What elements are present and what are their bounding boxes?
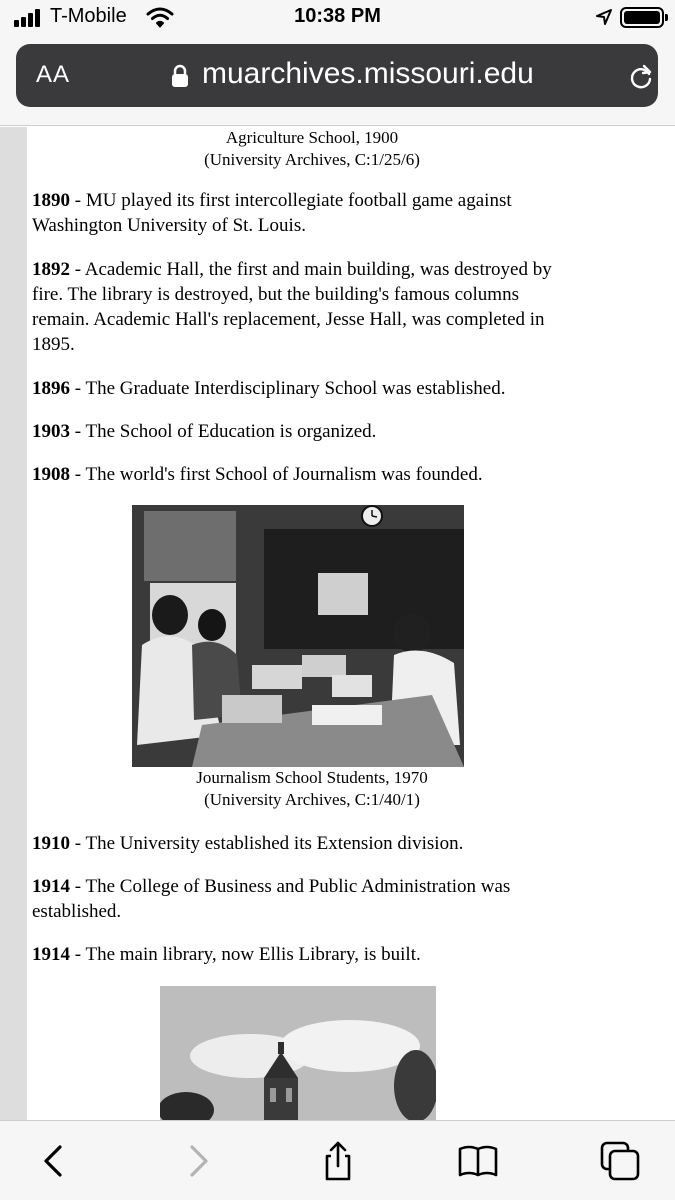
back-icon[interactable] bbox=[32, 1139, 76, 1183]
share-icon[interactable] bbox=[316, 1139, 360, 1183]
timeline-entry-1908 bbox=[32, 462, 652, 487]
caption-title: Journalism School Students, 1970 bbox=[196, 768, 428, 787]
timeline-entry-1896 bbox=[32, 376, 652, 401]
left-gutter bbox=[0, 127, 27, 1120]
entry-year: 1890 bbox=[32, 190, 70, 211]
journalism-photo-caption bbox=[32, 767, 592, 811]
timeline-entry-1892 bbox=[32, 257, 572, 357]
entry-year: 1903 bbox=[32, 421, 70, 442]
entry-year: 1914 bbox=[32, 944, 70, 965]
browser-top-bar bbox=[0, 0, 675, 126]
journalism-students-photo bbox=[132, 505, 464, 767]
caption-title: Agriculture School, 1900 bbox=[225, 128, 399, 147]
timeline-entry-1914-library bbox=[32, 942, 652, 967]
entry-text: - MU played its first intercollegiate football game against Washington University of St. Louis. bbox=[32, 190, 512, 236]
entry-text: - The main library, now Ellis Library, is built. bbox=[70, 944, 421, 965]
bookmarks-icon[interactable] bbox=[456, 1139, 500, 1183]
status-bar bbox=[0, 0, 675, 40]
lock-icon bbox=[170, 64, 190, 88]
agriculture-photo-caption bbox=[32, 127, 592, 171]
timeline-entry-1903 bbox=[32, 419, 652, 444]
entry-text: - The University established its Extension division. bbox=[70, 833, 464, 854]
reload-icon[interactable] bbox=[626, 62, 656, 92]
entry-text: - The world's first School of Journalism was founded. bbox=[70, 464, 483, 485]
caption-source: (University Archives, C:1/25/6) bbox=[204, 150, 420, 169]
journalism-photo-image bbox=[132, 505, 464, 767]
entry-year: 1914 bbox=[32, 876, 70, 897]
browser-toolbar bbox=[0, 1120, 675, 1200]
ellis-library-photo-image bbox=[160, 986, 436, 1120]
entry-text: - The Graduate Interdisciplinary School was established. bbox=[70, 378, 506, 399]
entry-year: 1910 bbox=[32, 833, 70, 854]
entry-text: - The College of Business and Public Administration was established. bbox=[32, 876, 511, 922]
timeline-entry-1914-business bbox=[32, 874, 592, 924]
entry-year: 1892 bbox=[32, 259, 70, 280]
caption-source: (University Archives, C:1/40/1) bbox=[204, 790, 420, 809]
carrier-label: T-Mobile bbox=[50, 5, 127, 27]
address-bar[interactable] bbox=[16, 44, 658, 107]
text-size-label: AA bbox=[36, 61, 71, 88]
timeline-entry-1910 bbox=[32, 831, 652, 856]
url-domain[interactable]: muarchives.missouri.edu bbox=[202, 57, 534, 90]
text-size-button[interactable] bbox=[36, 61, 70, 89]
entry-year: 1908 bbox=[32, 464, 70, 485]
entry-text: - Academic Hall, the first and main building, was destroyed by fire. The library is destroyed, but the building's famous columns remain. Academic Hall's replacement, Jesse Hall, was completed in 1895. bbox=[32, 259, 552, 355]
entry-year: 1896 bbox=[32, 378, 70, 399]
timeline-entry-1890 bbox=[32, 188, 592, 238]
forward-icon[interactable] bbox=[176, 1139, 220, 1183]
status-time: 10:38 PM bbox=[294, 5, 381, 27]
web-page[interactable] bbox=[0, 127, 675, 1120]
tabs-icon[interactable] bbox=[598, 1139, 642, 1183]
battery-icon bbox=[620, 7, 664, 28]
entry-text: - The School of Education is organized. bbox=[70, 421, 377, 442]
location-icon bbox=[594, 7, 614, 27]
ellis-library-photo bbox=[160, 986, 436, 1120]
